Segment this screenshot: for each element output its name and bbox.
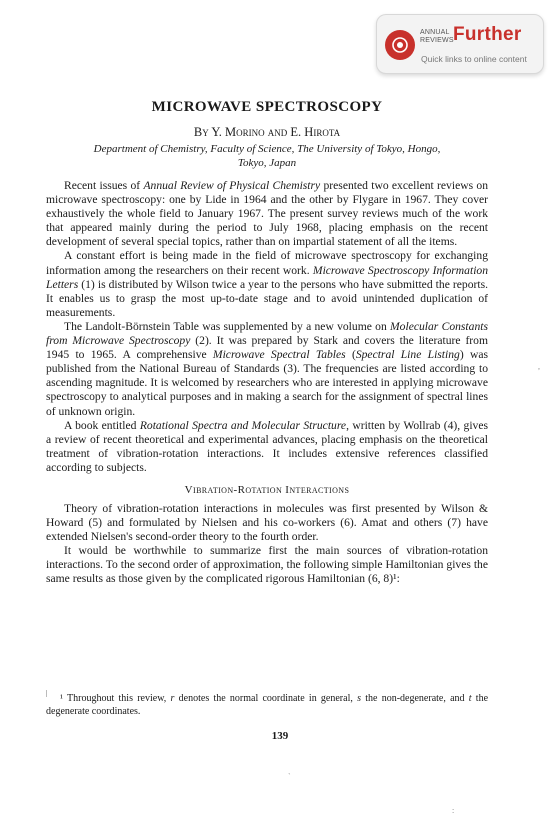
- article-title: MICROWAVE SPECTROSCOPY: [151, 99, 383, 115]
- paragraph-3: [46, 320, 488, 419]
- scan-speck: ,: [538, 362, 540, 371]
- footnote-text: ¹ Throughout this review,: [60, 693, 171, 704]
- p2-publication-name: Microwave Spectroscopy Information Letters: [46, 263, 489, 291]
- p4-book-title: Rotational Spectra and Molecular Structure: [139, 418, 347, 432]
- p2-text-cont: (1) is distributed by Wilson twice a year to the persons who have submitted the reports. It enables us to grasp the most up-to-date stage and to avoid unintended duplication of measurements.: [46, 277, 488, 319]
- p3-listing-name: Spectral Line Listing: [355, 348, 460, 362]
- paragraph-5: Theory of vibration-rotation interactions in molecules was first presented by Wilson & Howard (5) and formulated by Nielsen and his co-workers (6). Amat and others (7) have extended Nielsen's second-order theory to the fourth order.: [46, 501, 488, 544]
- p3-volume-name: Molecular Constants from Microwave Spectroscopy: [46, 319, 488, 348]
- paragraph-4: [46, 419, 488, 475]
- affiliation-line2: Tokyo, Japan: [237, 157, 297, 169]
- banner-label-line1: ANNUAL: [420, 29, 450, 36]
- footnote-symbol-r: r: [170, 693, 175, 704]
- footnote-symbol-t: t: [468, 693, 472, 704]
- p1-text: Recent issues of: [64, 179, 144, 192]
- paragraph-2: [46, 249, 488, 319]
- paragraph-1: [46, 179, 488, 249]
- footnote-symbol-s: s: [357, 693, 362, 704]
- section-heading: Vibration-Rotation Interactions: [184, 483, 350, 496]
- footnote: [46, 692, 488, 718]
- p4-text-cont: , written by Wollrab (4), gives a review of recent theoretical and experimental advances, placing emphasis on the theoretical treatment of vibration-rotation interactions. It includes extensive references classified according to subjects.: [46, 418, 489, 474]
- page-number: 139: [271, 730, 289, 742]
- footnote-text-end: the degenerate coordinates.: [46, 693, 489, 717]
- banner-subtitle[interactable]: Quick links to online content: [421, 54, 527, 64]
- affiliation-line1: Department of Chemistry, Faculty of Science, The University of Tokyo, Hongo,: [93, 143, 441, 155]
- banner-brand: Further: [453, 24, 522, 45]
- p1-journal-name: Annual Review of Physical Chemistry: [143, 179, 321, 192]
- footnote-text-mid1: denotes the normal coordinate in general,: [174, 693, 358, 704]
- p3-text-cont: ) was published from the National Bureau of Standards (3). The frequencies are listed according to ascending magnitude. It is welcomed by researchers who are interested in applying microwave spectroscopy to analytical purposes and in making a search for the assignment of spectral lines of unknown origin.: [46, 348, 489, 418]
- logo-mark-icon: [391, 36, 409, 54]
- scan-speck: `: [288, 772, 291, 781]
- p3-text: The Landolt-Börnstein Table was supplemented by a new volume on: [64, 319, 391, 333]
- p1-text-cont: presented two excellent reviews on microwave spectroscopy: one by Lide in 1964 and the other by Flygare in 1967. They cover exhaustively the whole field to January 1967. The present survey reviews much of the work that appeared mainly during the period to July 1968, placing emphasis on the recent development of several special topics, rather than on impartial statement of all the items.: [46, 179, 488, 249]
- p3-text-mid2: (: [345, 348, 356, 362]
- further-banner[interactable]: [376, 14, 544, 74]
- article-body: [46, 179, 488, 587]
- article-affiliation: [46, 142, 488, 170]
- article: [46, 98, 488, 587]
- banner-label-line2: REVIEWS: [420, 37, 454, 44]
- paragraph-6: It would be worthwhile to summarize first the main sources of vibration-rotation interactions. To the second order of approximation, the following simple Hamiltonian gives the same results as those given by the complicated rigorous Hamiltonian (6, 8)¹:: [46, 544, 488, 586]
- p4-text: A book entitled: [64, 418, 140, 432]
- article-byline: By Y. Morino and E. Hirota: [193, 125, 341, 139]
- p2-text: A constant effort is being made in the field of microwave spectroscopy for exchanging information among the researchers on their recent work.: [46, 249, 488, 277]
- banner-label: [420, 29, 454, 45]
- footnote-text-mid2: the non-degenerate, and: [361, 693, 469, 704]
- p3-text-mid1: (2). It was prepared by Stark and covers the literature from 1945 to 1965. A comprehensive: [46, 334, 488, 362]
- scan-speck: :: [452, 806, 455, 815]
- annual-reviews-logo: [385, 30, 415, 60]
- p3-tables-name: Microwave Spectral Tables: [212, 348, 346, 362]
